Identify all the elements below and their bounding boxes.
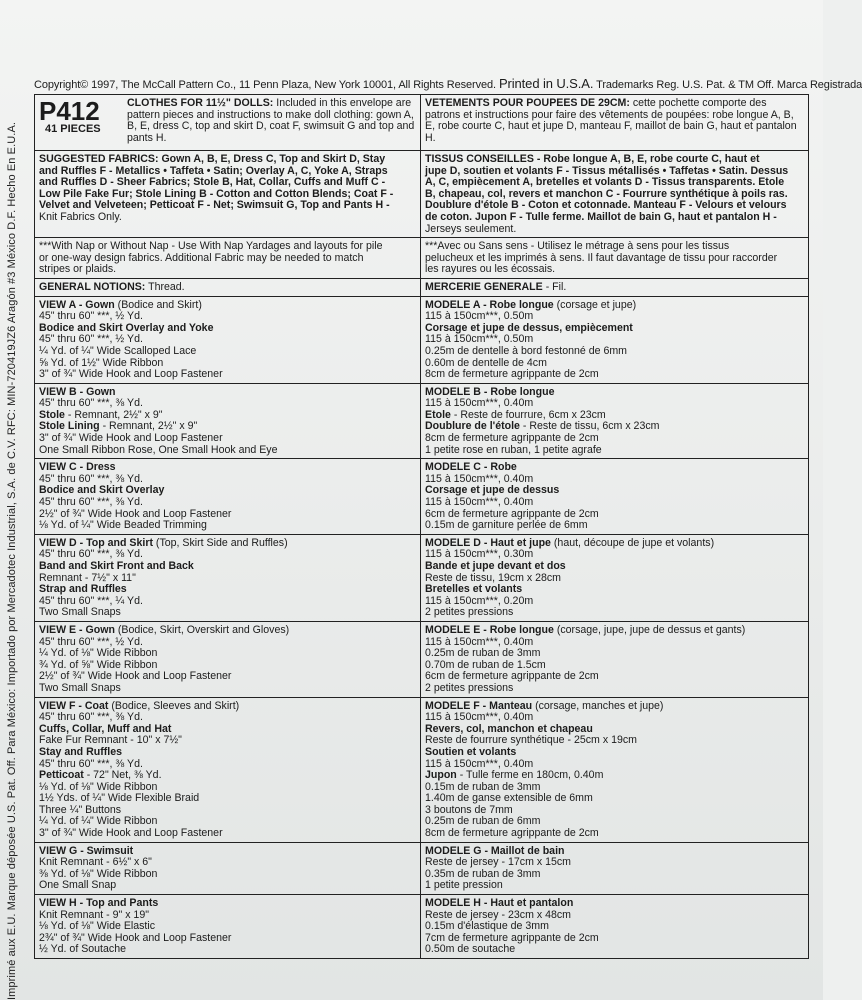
view-fr-text: - Reste de fourrure, 6cm x 23cm [450,408,606,421]
view-fr-line [425,607,804,619]
view-fr-text: Reste de jersey - 17cm x 15cm [425,856,572,869]
view-fr-line [425,828,804,840]
view-en-cell [35,296,421,383]
view-fr-text: 115 à 150cm***, 0.40m [425,635,534,648]
view-row [35,895,809,959]
view-fr-line [425,520,804,532]
view-en-line [39,369,416,381]
view-en-text: ⅝ Yd. of 1½" Wide Ribbon [39,356,164,369]
view-en-text: ¼ Yd. of ⅛" Wide Ribbon [39,647,158,660]
view-fr-text: 115 à 150cm***, 0.40m [425,757,534,770]
view-fr-text: (corsage et jupe) [553,298,637,311]
view-fr-subhead: Corsage et jupe de dessus, empiècement [425,321,633,334]
fabrics-en-text: and Ruffles F - Metallics • Taffeta • Satin; Overlay A, C, Yoke A, Straps [39,164,388,177]
header-en-text: Included in this envelope are pattern pieces and instructions to make doll clothing: gown A, B, E, dress C, top and skirt D, coat F, swimsuit G and top and pants H. [127,97,415,144]
view-fr-text: 0.15m de ruban de 3mm [425,780,541,793]
view-en-text: 1½ Yds. of ¼" Wide Flexible Braid [39,792,200,805]
view-en-title: VIEW E - Gown [39,623,115,636]
view-en-text: - Remnant, 2½" x 9" [64,408,163,421]
copyright-line [34,76,862,91]
view-row [35,383,809,459]
fabrics-en-text: Gown A, B, E, Dress C, Top and Skirt D, Stay [161,153,386,165]
view-fr-text: 0.25m de ruban de 6mm [425,815,541,828]
view-en-title: VIEW D - Top and Skirt [39,536,153,549]
view-fr-text: Reste de jersey - 23cm x 48cm [425,908,572,921]
view-fr-text: (corsage, manches et jupe) [532,699,664,712]
view-en-cell [35,383,421,459]
view-en-text: ⅜ Yd. of ⅛" Wide Ribbon [39,867,158,880]
view-fr-text: - Tulle ferme en 180cm, 0.40m [456,769,604,782]
view-row [35,842,809,894]
view-row [35,459,809,535]
view-en-text: ½ Yd. of Soutache [39,943,126,956]
fabrics-row [35,151,809,238]
view-fr-text: 7cm de fermeture agrippante de 2cm [425,931,599,944]
fabrics-en-text: Knit Fabrics Only. [39,210,122,223]
view-en-subhead: Cuffs, Collar, Muff and Hat [39,722,172,735]
nap-fr-line: les rayures ou les écossais. [425,263,556,276]
view-en-text: 45" thru 60" ***, ⅜ Yd. [39,757,143,770]
header-en-title: CLOTHES FOR 11½" DOLLS: [127,97,274,109]
view-fr-text: 115 à 150cm***, 0.50m [425,333,534,346]
view-en-line [39,520,416,532]
view-en-cell [35,895,421,959]
view-row [35,296,809,383]
view-fr-text: 115 à 150cm***, 0.40m [425,496,534,509]
view-fr-title: MODELE A - Robe longue [425,298,554,311]
view-en-title: VIEW C - Dress [39,461,116,474]
side-import-text: Imprimé aux E.U. Marque déposée U.S. Pat. Off. Para México: Importado por Mercadotec Industrial, S.A. de C.V. RFC: MIN-720419JZ6 Aragón #3 México D.F. Hecho En E.U.A. [6,121,18,1000]
view-fr-subhead: Doublure de l'étole [425,420,520,433]
view-fr-text: 115 à 150cm***, 0.40m [425,397,534,410]
nap-fr-line: pelucheux et les imprimés à sens. Il faut davantage de tissu pour raccorder [425,251,778,264]
view-en-text: 45" thru 60" ***, ⅜ Yd. [39,496,143,509]
fabrics-fr-text: Jerseys seulement. [425,222,517,235]
notions-en-cell [35,278,421,296]
view-fr-line [425,445,804,457]
notions-fr-text: - Fil. [545,280,567,293]
view-en-text: ¾ Yd. of ⅝" Wide Ribbon [39,658,158,671]
view-en-text: Three ¼" Buttons [39,803,122,816]
view-en-text: 3" of ¾" Wide Hook and Loop Fastener [39,432,223,445]
view-en-subhead: Stole Lining [39,420,100,433]
view-en-subhead: Bodice and Skirt Overlay and Yoke [39,321,214,334]
view-fr-title: MODELE C - Robe [425,461,517,474]
fabrics-fr-text: Doublure d'étole B - Coton et cotonnade. Manteau F - Velours et velours [425,199,787,212]
view-en-subhead: Bodice and Skirt Overlay [39,484,165,497]
nap-row [35,238,809,279]
view-fr-title: MODELE B - Robe longue [425,385,555,398]
view-fr-cell [421,534,809,621]
view-en-subhead: Band and Skirt Front and Back [39,560,194,572]
view-fr-title: MODELE G - Maillot de bain [425,844,565,857]
fabrics-fr-title: TISSUS CONSEILLES [425,153,537,165]
view-en-text: 45" thru 60" ***, ⅜ Yd. [39,397,143,410]
nap-en-line: ***With Nap or Without Nap - Use With Nap Yardages and layouts for pile [39,240,383,253]
fabrics-fr-text: jupe D, soutien et volants F - Tissus métallisés • Taffetas • Satin. Dessus [425,164,789,177]
view-en-text: 2½" of ¾" Wide Hook and Loop Fastener [39,670,232,683]
view-fr-title: MODELE E - Robe longue [425,623,554,636]
view-fr-line [425,944,804,956]
view-en-text: 45" thru 60" ***, ½ Yd. [39,635,143,648]
view-fr-subhead: Etole [425,408,451,421]
view-en-title: VIEW H - Top and Pants [39,897,159,910]
view-fr-cell [421,621,809,697]
view-fr-text: 0.25m de ruban de 3mm [425,647,541,660]
view-fr-text: 0.35m de ruban de 3mm [425,867,541,880]
fabrics-en-text: Low Pile Fake Fur; Stole Lining B - Cotton and Cotton Blends; Coat F - [39,187,394,200]
view-en-line [39,445,416,457]
view-row [35,621,809,697]
trademark-text: Trademarks Reg. U.S. Pat. & TM Off. Marca Registrada [596,79,862,91]
view-fr-cell [421,383,809,459]
view-fr-text: 0.50m de soutache [425,943,516,956]
view-en-text: - 72" Net, ⅜ Yd. [83,769,162,782]
view-fr-title: MODELE H - Haut et pantalon [425,897,574,910]
view-fr-line [425,369,804,381]
view-en-cell [35,621,421,697]
view-en-text: Knit Remnant - 9" x 19" [39,908,149,921]
view-en-title: VIEW B - Gown [39,385,116,398]
view-en-title: VIEW G - Swimsuit [39,844,134,857]
view-en-text: ¼ Yd. of ¼" Wide Ribbon [39,815,158,828]
view-fr-text: 2 petites pressions [425,681,514,694]
header-fr-text: cette pochette comporte des patrons et instructions pour faire des vêtements de poupées: robe longue A, B, E, robe courte C, haut et jupe D, manteau F, maillot de bain G, haut et pantalon H. [425,97,797,144]
view-en-text: 3" of ¾" Wide Hook and Loop Fastener [39,827,223,840]
view-row [35,534,809,621]
view-fr-cell [421,895,809,959]
view-fr-text: 8cm de fermeture agrippante de 2cm [425,368,599,381]
view-en-text: (Bodice, Sleeves and Skirt) [108,699,240,712]
view-en-subhead: Strap and Ruffles [39,583,127,596]
view-fr-text: 115 à 150cm***, 0.20m [425,594,534,607]
fabrics-fr-text: B, chapeau, col, revers et manchon C - Fourrure synthétique à poils ras. [425,187,788,200]
view-en-line [39,944,416,956]
view-en-text: ⅛ Yd. of ⅛" Wide Ribbon [39,780,158,793]
view-fr-text: 3 boutons de 7mm [425,803,513,816]
view-en-text: ¼ Yd. of ¼" Wide Scalloped Lace [39,344,197,357]
printed-in-label: Printed in U.S.A. [498,76,594,91]
fabrics-en-text: Velvet and Velveteen; Petticoat F - Net; Swimsuit G, Top and Pants H - [39,199,390,212]
view-en-subhead: Stole [39,408,65,421]
view-fr-cell [421,697,809,842]
header-en-cell [35,95,421,151]
notions-fr-title: MERCERIE GENERALE [425,280,543,293]
view-en-cell [35,842,421,894]
view-fr-text: 6cm de fermeture agrippante de 2cm [425,507,599,520]
view-en-text: 45" thru 60" ***, ¼ Yd. [39,594,143,607]
piece-count: 41 PIECES [45,123,101,135]
notions-row [35,278,809,296]
view-fr-text: 1 petite rose en ruban, 1 petite agrafe [425,443,602,456]
view-fr-subhead: Bande et jupe devant et dos [425,560,566,572]
fabrics-en-line [39,212,416,224]
view-en-text: Fake Fur Remnant - 10" x 7½" [39,734,182,747]
view-fr-text: (corsage, jupe, jupe de dessus et gants) [553,623,746,636]
view-en-text: One Small Snap [39,879,117,892]
fabrics-fr-text: A, C, empiècement A, bretelles et volants D - Tissus transparents. Etole [425,176,785,189]
view-fr-text: (haut, découpe de jupe et volants) [550,536,715,549]
nap-fr-cell [421,238,809,279]
view-en-title: VIEW F - Coat [39,699,109,712]
view-fr-text: 2 petites pressions [425,606,514,619]
copyright-text: Copyright© 1997, The McCall Pattern Co., 11 Penn Plaza, New York 10001, All Rights Reserved. [34,79,496,91]
view-en-text: 45" thru 60" ***, ½ Yd. [39,333,143,346]
view-en-text: Two Small Snaps [39,681,121,694]
view-en-line [39,607,416,619]
view-en-subhead: Petticoat [39,769,84,782]
pattern-code: P412 [39,96,100,126]
notions-fr-cell [421,278,809,296]
view-en-text: ⅛ Yd. of ⅛" Wide Elastic [39,920,156,933]
view-fr-line [425,880,804,892]
view-fr-title: MODELE F - Manteau [425,699,533,712]
view-en-cell [35,534,421,621]
view-fr-text: - Reste de tissu, 6cm x 23cm [519,420,660,433]
view-fr-text: 115 à 150cm***, 0.50m [425,310,534,323]
view-en-title: VIEW A - Gown [39,298,115,311]
view-fr-text: Reste de fourrure synthétique - 25cm x 19cm [425,734,637,747]
nap-en-cell [35,238,421,279]
view-en-line [39,683,416,695]
view-fr-line [425,683,804,695]
view-fr-subhead: Soutien et volants [425,745,517,758]
view-en-text: Knit Remnant - 6½" x 6" [39,856,152,869]
view-en-text: - Remnant, 2½" x 9" [99,420,198,433]
header-fr-cell [421,95,809,151]
view-en-subhead: Stay and Ruffles [39,745,123,758]
view-en-text: 45" thru 60" ***, ⅜ Yd. [39,711,143,724]
view-en-text: (Bodice and Skirt) [114,298,202,311]
nap-en-line: stripes or plaids. [39,263,117,276]
view-fr-text: 115 à 150cm***, 0.30m [425,548,534,561]
notions-en-title: GENERAL NOTIONS: [39,280,146,293]
view-en-text: 2¾" of ¾" Wide Hook and Loop Fastener [39,931,232,944]
view-en-text: 45" thru 60" ***, ⅜ Yd. [39,472,143,485]
view-en-cell [35,459,421,535]
view-fr-text: 0.15m d'élastique de 3mm [425,920,549,933]
view-fr-subhead: Corsage et jupe de dessus [425,484,560,497]
view-fr-cell [421,459,809,535]
fabrics-fr-cell [421,151,809,238]
view-fr-cell [421,842,809,894]
view-en-cell [35,697,421,842]
view-fr-text: 115 à 150cm***, 0.40m [425,711,534,724]
fabrics-fr-text: de coton. Jupon F - Tulle ferme. Maillot de bain G, haut et pantalon H - [425,210,777,223]
view-fr-text: 8cm de fermeture agrippante de 2cm [425,827,599,840]
view-fr-text: 0.60m de dentelle de 4cm [425,356,547,369]
view-fr-text: 1 petite pression [425,879,503,892]
view-en-text: 3" of ¾" Wide Hook and Loop Fastener [39,368,223,381]
view-en-line [39,880,416,892]
view-en-line [39,828,416,840]
view-fr-text: 1.40m de ganse extensible de 6mm [425,792,593,805]
view-en-text: One Small Ribbon Rose, One Small Hook and Eye [39,443,278,456]
view-en-text: 45" thru 60" ***, ⅜ Yd. [39,548,143,561]
view-en-text: 45" thru 60" ***, ½ Yd. [39,310,143,323]
nap-en-line: or one-way design fabrics. Additional Fabric may be needed to match [39,251,364,264]
view-fr-title: MODELE D - Haut et jupe [425,536,551,549]
header-row [35,95,809,151]
notions-en-text: Thread. [148,280,185,293]
view-fr-text: Reste de tissu, 19cm x 28cm [425,571,562,584]
view-en-text: (Top, Skirt Side and Ruffles) [152,536,288,549]
view-en-text: ⅛ Yd. of ¼" Wide Beaded Trimming [39,519,207,532]
view-fr-cell [421,296,809,383]
views-section [35,296,809,958]
view-fr-subhead: Bretelles et volants [425,583,523,596]
view-en-text: 2½" of ¾" Wide Hook and Loop Fastener [39,507,232,520]
nap-fr-line: ***Avec ou Sans sens - Utilisez le métrage à sens pour les tissus [425,240,730,253]
view-en-text: (Bodice, Skirt, Overskirt and Gloves) [114,623,290,636]
view-row [35,697,809,842]
fabrics-en-title: SUGGESTED FABRICS: [39,153,162,165]
fabrics-fr-text: - Robe longue A, B, E, robe courte C, haut et [536,153,760,165]
view-fr-subhead: Revers, col, manchon et chapeau [425,722,593,735]
view-fr-text: 115 à 150cm***, 0.40m [425,472,534,485]
fabrics-fr-line [425,224,804,236]
view-fr-text: 0.25m de dentelle à bord festonné de 6mm [425,344,628,357]
view-fr-subhead: Jupon [425,769,457,782]
view-fr-text: 0.15m de garniture perlée de 6mm [425,519,588,532]
fabric-requirements-table [34,94,809,959]
header-fr-title: VETEMENTS POUR POUPEES DE 29CM: [425,97,630,109]
view-fr-text: 8cm de fermeture agrippante de 2cm [425,432,599,445]
fabrics-en-cell [35,151,421,238]
view-en-text: Two Small Snaps [39,606,121,619]
view-en-text: Remnant - 7½" x 11" [39,571,136,584]
view-fr-text: 0.70m de ruban de 1.5cm [425,658,546,671]
fabrics-en-text: and Ruffles D - Sheer Fabrics; Stole B, Hat, Collar, Cuffs and Muff C - [39,176,386,189]
view-fr-text: 6cm de fermeture agrippante de 2cm [425,670,599,683]
